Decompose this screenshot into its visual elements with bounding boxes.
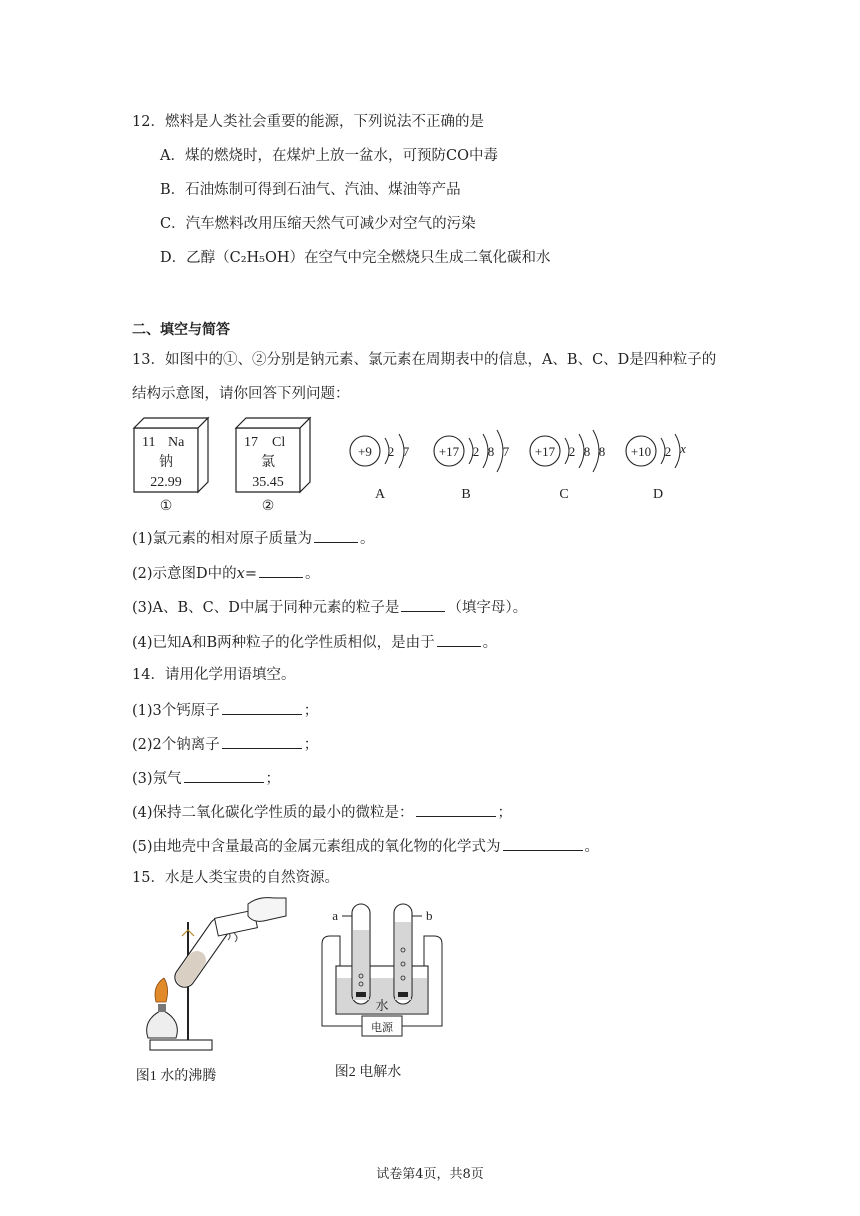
svg-text:+17: +17 [534, 444, 556, 459]
answer-blank[interactable] [184, 768, 264, 783]
svg-text:2: 2 [472, 444, 480, 459]
svg-text:7: 7 [402, 444, 410, 459]
particle-a [350, 434, 410, 502]
particle-diagrams [345, 420, 705, 510]
answer-blank[interactable] [503, 836, 583, 851]
particle-label: C [559, 487, 569, 502]
svg-text:7: 7 [502, 444, 510, 459]
svg-text:x: x [680, 441, 686, 456]
water-label: 水 [375, 998, 389, 1013]
svg-text:2: 2 [664, 444, 672, 459]
svg-text:8: 8 [598, 444, 606, 459]
svg-text:+9: +9 [358, 444, 372, 459]
particle-b [434, 430, 510, 502]
svg-text:8: 8 [487, 444, 495, 459]
figure-caption: 图2 电解水 [334, 1065, 402, 1080]
q12-option-a: A．煤的燃烧时，在煤炉上放一盆水，可预防CO中毒 [160, 148, 498, 164]
q13-stem-line1: 13．如图中的①、②分别是钠元素、氯元素在周期表中的信息，A、B、C、D是四种粒子的 [132, 352, 717, 368]
page-footer: 试卷第4页，共8页 [376, 1167, 484, 1182]
element-marker: ② [261, 499, 275, 514]
answer-blank[interactable] [222, 734, 302, 749]
svg-text:2: 2 [568, 444, 576, 459]
element-marker: ① [159, 499, 173, 514]
particle-label: D [652, 487, 664, 502]
particle-label: B [461, 487, 471, 502]
q12-stem: 12．燃料是人类社会重要的能源，下列说法不正确的是 [132, 114, 484, 130]
element-mass: 35.45 [252, 475, 284, 490]
q14-item-4: (4)保持二氧化碳化学性质的最小的微粒是： ； [132, 802, 512, 823]
figure-caption: 图1 水的沸腾 [135, 1069, 217, 1084]
tube-b-label: b [426, 908, 433, 923]
q13-sub4: (4)已知A和B两种粒子的化学性质相似，是由于 。 [132, 632, 497, 653]
element-name: 氯 [261, 455, 275, 470]
q14-item-5: (5)由地壳中含量最高的金属元素组成的氧化物的化学式为 。 [132, 836, 599, 857]
q15-stem: 15．水是人类宝贵的自然资源。 [132, 870, 339, 886]
q13-sub3: (3)A、B、C、D中属于同种元素的粒子是 （填字母）。 [132, 597, 527, 618]
element-name: 钠 [159, 455, 173, 470]
q12-option-d: D．乙醇（C₂H₅OH）在空气中完全燃烧只生成二氧化碳和水 [160, 250, 551, 266]
q14-stem: 14．请用化学用语填空。 [132, 667, 296, 683]
particle-c [530, 430, 605, 502]
q14-item-1: (1)3个钙原子 ； [132, 700, 318, 721]
q13-stem-line2: 结构示意图，请你回答下列问题： [132, 386, 350, 402]
svg-text:8: 8 [583, 444, 591, 459]
q12-option-b: B．石油炼制可得到石油气、汽油、煤油等产品 [160, 182, 461, 198]
periodic-table-cells [128, 412, 328, 516]
q13-sub1: (1)氯元素的相对原子质量为 。 [132, 528, 375, 549]
section-title: 二、填空与简答 [132, 322, 230, 338]
svg-text:+10: +10 [630, 444, 652, 459]
q12-option-c: C．汽车燃料改用压缩天然气可减少对空气的污染 [160, 216, 476, 232]
figure-electrolysis [318, 900, 448, 1088]
tube-a-label: a [332, 908, 338, 923]
power-label: 电源 [371, 1022, 393, 1034]
particle-d [626, 434, 686, 502]
element-number: 17 [244, 435, 258, 450]
q13-sub2: (2)示意图D中的x= 。 [132, 563, 320, 584]
element-number: 11 [142, 435, 156, 450]
answer-blank[interactable] [416, 802, 496, 817]
element-cell-sodium [134, 418, 208, 514]
q14-item-3: (3)氖气 ； [132, 768, 280, 789]
answer-blank[interactable] [314, 528, 358, 543]
element-symbol: Na [168, 435, 185, 450]
element-symbol: Cl [272, 435, 286, 450]
answer-blank[interactable] [401, 597, 445, 612]
element-mass: 22.99 [150, 475, 182, 490]
element-cell-chlorine [236, 418, 310, 514]
particle-label: A [374, 487, 386, 502]
figure-boiling-water [128, 892, 308, 1088]
svg-text:+17: +17 [438, 444, 460, 459]
answer-blank[interactable] [437, 632, 481, 647]
answer-blank[interactable] [259, 563, 303, 578]
svg-text:2: 2 [387, 444, 395, 459]
answer-blank[interactable] [222, 700, 302, 715]
q14-item-2: (2)2个钠离子 ； [132, 734, 318, 755]
